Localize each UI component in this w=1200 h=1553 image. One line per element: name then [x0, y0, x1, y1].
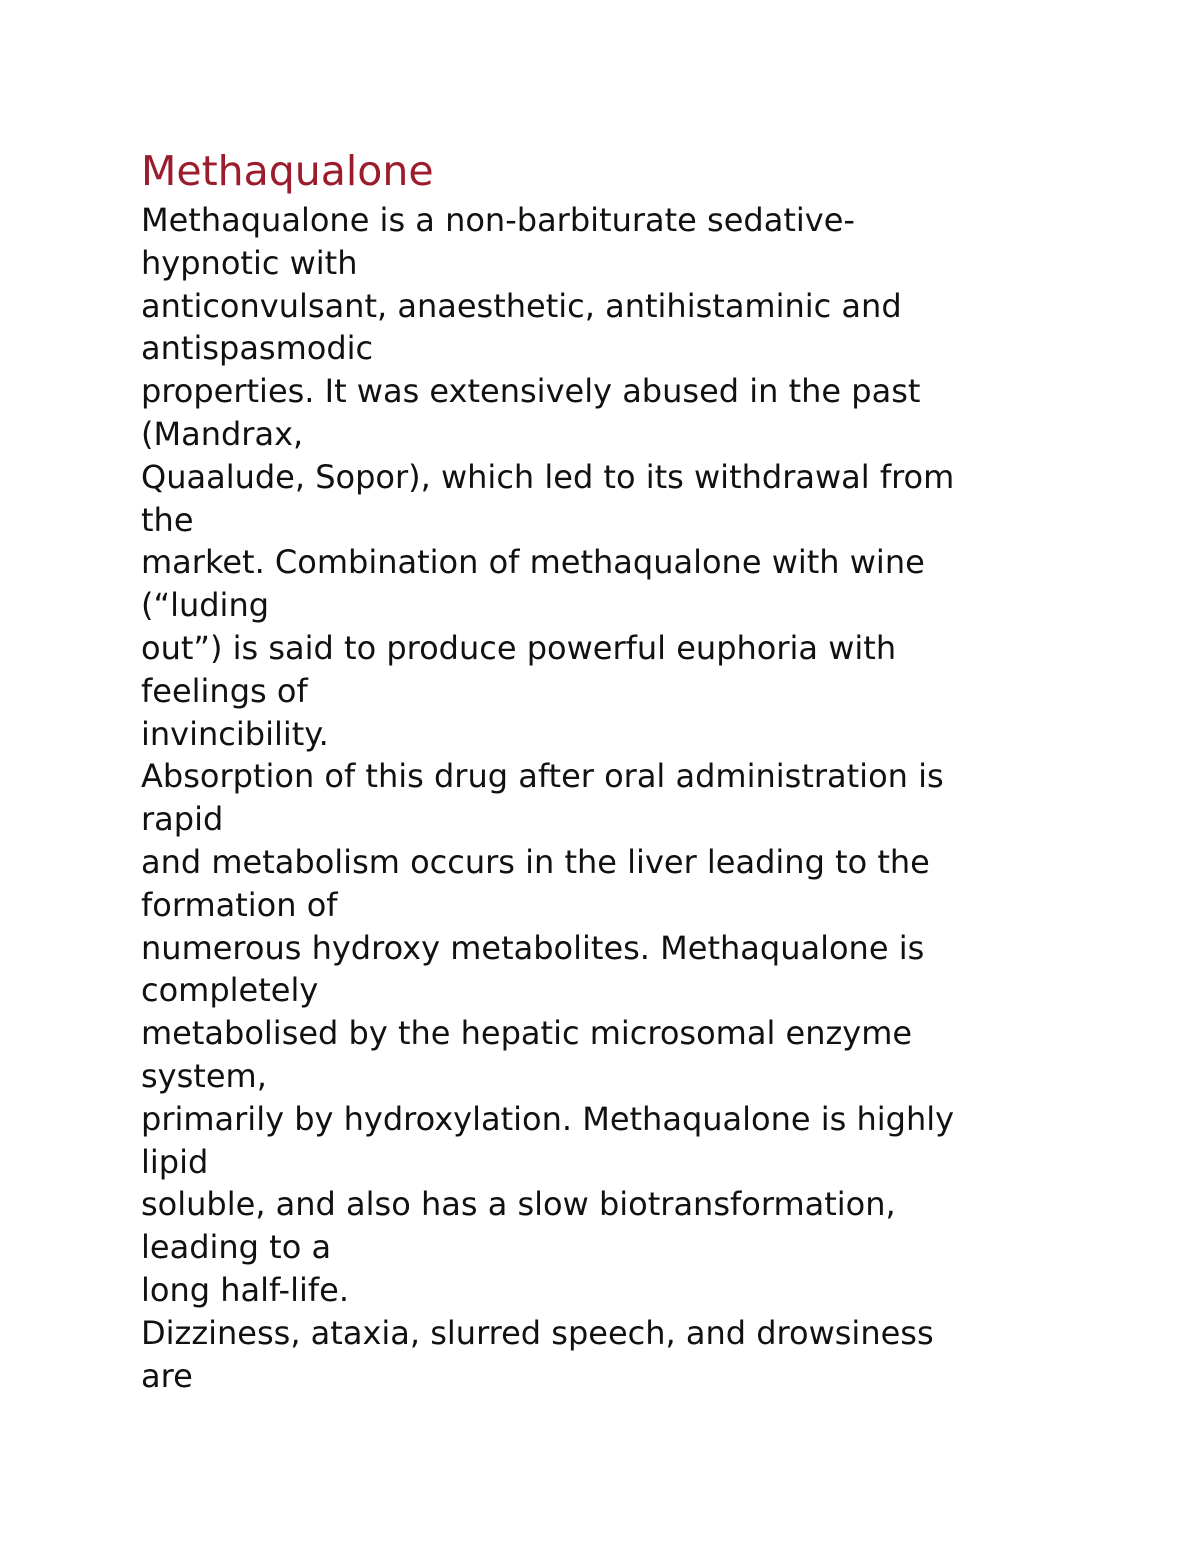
text-line: are	[141, 1356, 193, 1395]
text-line: numerous hydroxy metabolites. Methaqualone is	[141, 928, 925, 967]
text-line: properties. It was extensively abused in the past	[141, 372, 921, 411]
text-line: rapid	[141, 800, 224, 839]
text-line: and metabolism occurs in the liver leading to the	[141, 842, 930, 881]
text-line: antispasmodic	[141, 329, 374, 368]
document-title: Methaqualone	[141, 147, 434, 195]
text-line: system,	[141, 1056, 267, 1095]
text-line: leading to a	[141, 1228, 332, 1267]
text-line: out”) is said to produce powerful euphoria with	[141, 628, 897, 667]
text-line: hypnotic with	[141, 243, 358, 282]
text-line: (Mandrax,	[141, 414, 304, 453]
text-line: (“luding	[141, 586, 270, 625]
text-line: formation of	[141, 885, 338, 924]
text-line: completely	[141, 971, 319, 1010]
text-line: soluble, and also has a slow biotransformation,	[141, 1185, 896, 1224]
document-body	[141, 143, 1141, 1397]
text-block	[141, 199, 1141, 1397]
text-line: metabolised by the hepatic microsomal enzyme	[141, 1014, 913, 1053]
text-line: lipid	[141, 1142, 209, 1181]
text-line: long half-life.	[141, 1270, 349, 1309]
text-line: invincibility.	[141, 714, 329, 753]
text-line: Quaalude, Sopor), which led to its withdrawal from	[141, 457, 955, 496]
text-line: Methaqualone is a non-barbiturate sedative-	[141, 201, 855, 239]
text-line: Absorption of this drug after oral administration is	[141, 757, 944, 796]
text-line: anticonvulsant, anaesthetic, antihistaminic and	[141, 286, 902, 325]
text-line: market. Combination of methaqualone with wine	[141, 543, 925, 582]
text-line: the	[141, 500, 194, 539]
text-line: feelings of	[141, 671, 308, 710]
text-line: primarily by hydroxylation. Methaqualone is highly	[141, 1099, 955, 1138]
text-line: Dizziness, ataxia, slurred speech, and drowsiness	[141, 1313, 934, 1352]
